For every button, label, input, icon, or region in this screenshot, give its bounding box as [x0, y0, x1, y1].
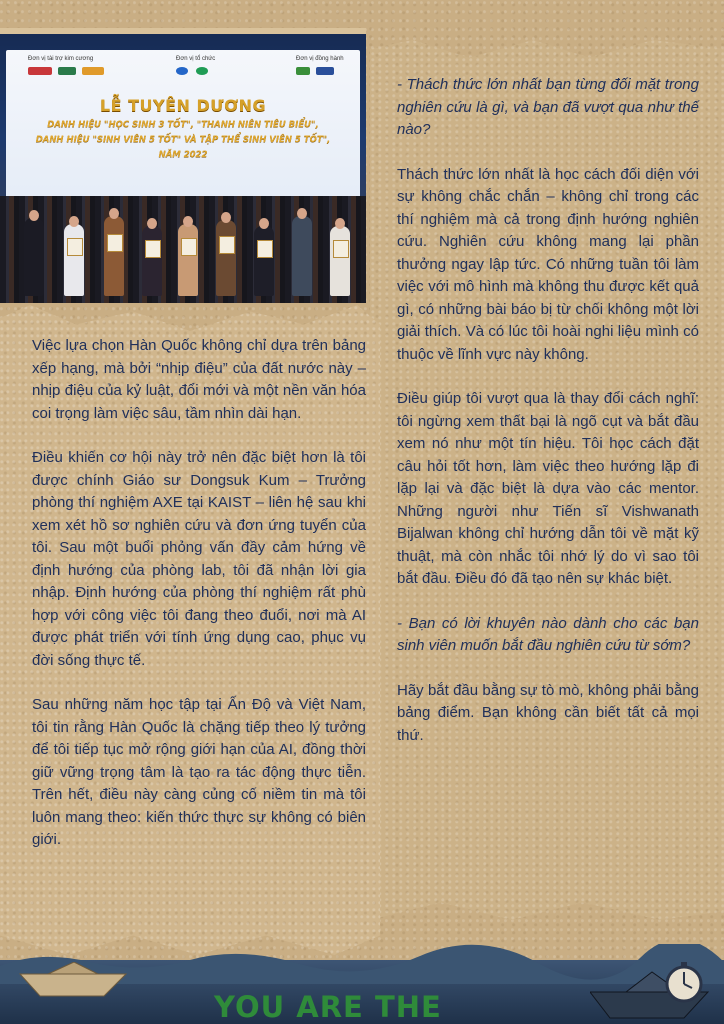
sponsor-row — [6, 56, 360, 80]
question-2: - Bạn có lời khuyên nào dành cho các bạn sinh viên muốn bắt đầu nghiên cứu từ sớm? — [397, 614, 699, 654]
person-head — [183, 216, 193, 227]
answer-1b: Điều giúp tôi vượt qua là thay đổi cách nghĩ: tôi ngừng xem thất bại là ngõ cụt và bắt đầu xem nó như một tín hiệu. Tôi học cách đặt câu hỏi tốt hơn, làm việc theo hướng lặp đi lặp lại và đặc biệt là dựa vào các mentor. Những người như Tiến sĩ Vishwanath Bijalwan không chỉ hướng dẫn tôi về mặt kỹ thuật, mà còn nhắc tôi nhớ lý do vì sao tôi bắt đầu. Điều đó đã tạo nên sự khác biệt. — [397, 390, 699, 587]
left-column — [32, 335, 366, 874]
person-head — [221, 212, 231, 223]
sponsor-logo-6 — [296, 67, 310, 75]
answer-1a: Thách thức lớn nhất là học cách đối diện với sự không chắc chắn – không chỉ trong các thí nghiệm mà cả trong định hướng nghiên cứu. Nghiên cứu không mang lại phần thưởng ngay lập tức. Có những tuần tôi làm việc với mô hình mà không thu được kết quả gì, có những bài báo bị từ chối không một lời giải thích. Và có lúc tôi hoài nghi liệu mình có thuộc về lĩnh vực này không. — [397, 165, 699, 363]
paper-boat-icon — [18, 962, 128, 1002]
banner-line-3: NĂM 2022 — [158, 150, 208, 160]
person — [216, 220, 236, 296]
left-paragraph-3: Sau những năm học tập tại Ấn Độ và Việt Nam, tôi tin rằng Hàn Quốc là chặng tiếp theo lý tưởng để tôi tiếp tục mở rộng giới hạn của AI, đồng thời giữ vững trọng tâm là tạo ra tác động thực tiễn. Trên hết, điều này càng củng cố niềm tin mà tôi luôn mang theo: kiến thức thực sự không có biên giới. — [32, 696, 366, 848]
person-head — [29, 210, 39, 221]
sponsor-logo-7 — [316, 67, 334, 75]
ceremony-banner — [6, 50, 360, 220]
person — [330, 226, 350, 296]
certificate — [181, 238, 197, 256]
person-head — [69, 216, 79, 227]
sponsor-label-partner: Đơn vị đồng hành — [296, 56, 344, 62]
banner-title: LỄ TUYÊN DƯƠNG — [99, 96, 267, 115]
person — [24, 218, 44, 296]
certificate — [333, 240, 349, 258]
sponsor-label-diamond: Đơn vị tài trợ kim cương — [28, 56, 94, 62]
certificate — [107, 234, 123, 252]
person — [142, 226, 162, 296]
sponsor-label-organizer: Đơn vị tổ chức — [176, 56, 216, 62]
ceremony-photo — [0, 28, 366, 303]
answer-2: Hãy bắt đầu bằng sự tò mò, không phải bằng bảng điểm. Bạn không cần biết tất cả mọi thứ. — [397, 681, 699, 744]
left-paragraph-1: Việc lựa chọn Hàn Quốc không chỉ dựa trên bảng xếp hạng, mà bởi “nhịp điệu” của đất nước này – nhịp điệu của kỷ luật, đổi mới và một nền văn hóa coi trọng làm việc sâu, tầm nhìn dài hạn. — [32, 337, 366, 422]
certificate — [257, 240, 273, 258]
sponsor-logo-5 — [196, 67, 208, 75]
person-head — [297, 208, 307, 219]
right-column — [397, 74, 699, 769]
person-head — [109, 208, 119, 219]
person-head — [335, 218, 345, 229]
left-paragraph-2: Điều khiến cơ hội này trở nên đặc biệt hơn là tôi được chính Giáo sư Dongsuk Kum – Trưởng phòng thí nghiệm AXE tại KAIST – liên hệ sau khi xem xét hồ sơ nghiên cứu và đơn ứng tuyển của tôi. Sau một buổi phỏng vấn đầy cảm hứng về định hướng của phòng lab, tôi đã nhận lời gia nhập. Định hướng của phòng thí nghiệm rất phù hợp với công việc tôi đang theo đuổi, nơi mà AI được phát triển với tính ứng dụng cao, phục vụ đời sống thực tế. — [32, 449, 366, 669]
person — [178, 224, 198, 296]
person — [104, 216, 124, 296]
person-head — [259, 218, 269, 229]
stopwatch-icon — [662, 960, 706, 1004]
sponsor-logo-4 — [176, 67, 188, 75]
person — [292, 216, 312, 296]
question-1: - Thách thức lớn nhất bạn từng đối mặt trong nghiên cứu là gì, và bạn đã vượt qua như thế nào? — [397, 76, 699, 138]
crowd — [0, 196, 366, 303]
certificate — [145, 240, 161, 258]
person — [254, 226, 274, 296]
photo-top-edge — [0, 28, 366, 34]
banner-line-2: DANH HIỆU "SINH VIÊN 5 TỐT" VÀ TẬP THỂ SINH VIÊN 5 TỐT", — [35, 135, 331, 145]
person — [64, 224, 84, 296]
banner-line-1: DANH HIỆU "HỌC SINH 3 TỐT", "THANH NIÊN TIÊU BIỂU", — [47, 120, 319, 130]
sponsor-logo-2 — [58, 67, 76, 75]
sponsor-logo-3 — [82, 67, 104, 75]
sponsor-logo-1 — [28, 67, 52, 75]
footer-title: YOU ARE THE — [214, 990, 442, 1024]
certificate — [219, 236, 235, 254]
person-head — [147, 218, 157, 229]
certificate — [67, 238, 83, 256]
